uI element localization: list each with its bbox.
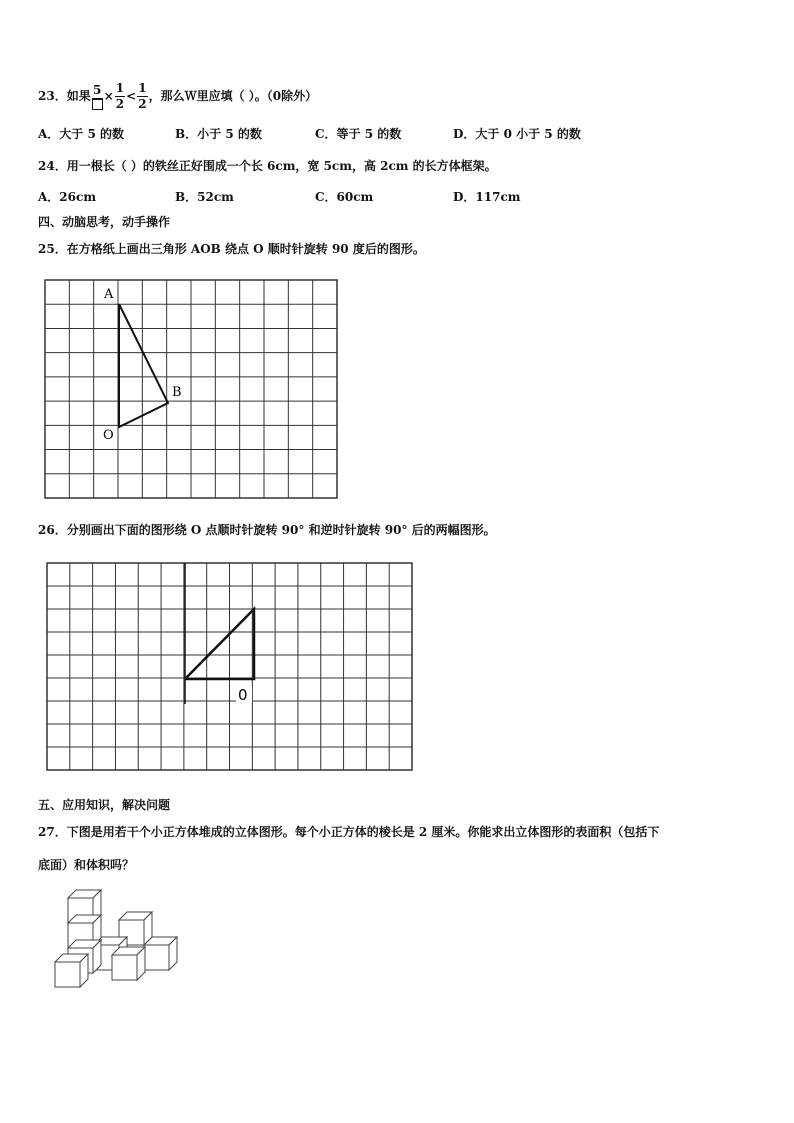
question-27-line-2: 底面）和体积吗？ [38,858,135,872]
fraction-box-over-5: 5 [92,83,103,110]
section-4-heading: 四、动脑思考，动手操作 [38,215,171,229]
q25-label-o: O [103,428,114,443]
q25-grid [45,280,337,498]
q25-grid-lines [45,280,337,498]
cube-face [144,945,169,970]
q24-option-b: B．52cm [175,190,234,204]
cube-face [112,955,137,980]
q23-option-d: D．大于 0 小于 5 的数 [453,127,581,141]
q24-option-c: C．60cm [315,190,374,204]
question-24: 24．用一根长（ ）的铁丝正好围成一个长 6cm，宽 5cm，高 2cm 的长方体框架。 [38,159,497,173]
question-26: 26．分别画出下面的图形绕 O 点顺时针旋转 90° 和逆时针旋转 90° 后的两幅图形。 [38,523,496,537]
q23-number: 23． [38,89,67,103]
q23-option-b: B．小于 5 的数 [175,127,262,141]
q25-triangle-aob [119,304,168,427]
question-23: 23．如果 5 × $\frac{1}{2}$ < $\frac{1}{2}$ ，那么Ｗ里应填（ ）。（0除外） [38,81,318,111]
cube-face [55,962,80,987]
q23-suffix: ，那么Ｗ里应填（ ）。（0除外） [148,89,318,103]
fraction-one-half-2: $\frac{1}{2}$ [138,81,147,111]
question-27-line-1: 27．下图是用若干个小正方体堆成的立体图形。每个小正方体的棱长是 2 厘米。你能求出立体图形的表面积（包括下 [38,825,660,839]
q26-grid [47,563,412,770]
q26-grid-lines [47,563,412,770]
q27-cube-stack [55,890,177,987]
q23-prefix: 如果 [66,89,91,103]
q26-label-o: 0 [238,686,248,704]
q25-label-a: A [104,287,114,302]
q26-triangle [185,609,254,679]
q23-option-a: A．大于 5 的数 [38,127,125,141]
fraction-one-half: $\frac{1}{2}$ [115,81,125,111]
question-25: 25．在方格纸上画出三角形 AOB 绕点 O 顺时针旋转 90 度后的图形。 [38,242,425,256]
q24-option-d: D．117cm [453,190,521,204]
section-5-heading: 五、应用知识，解决问题 [38,798,171,812]
q25-label-b: B [172,385,182,400]
q23-option-c: C．等于 5 的数 [315,127,402,141]
q24-option-a: A．26cm [38,190,97,204]
